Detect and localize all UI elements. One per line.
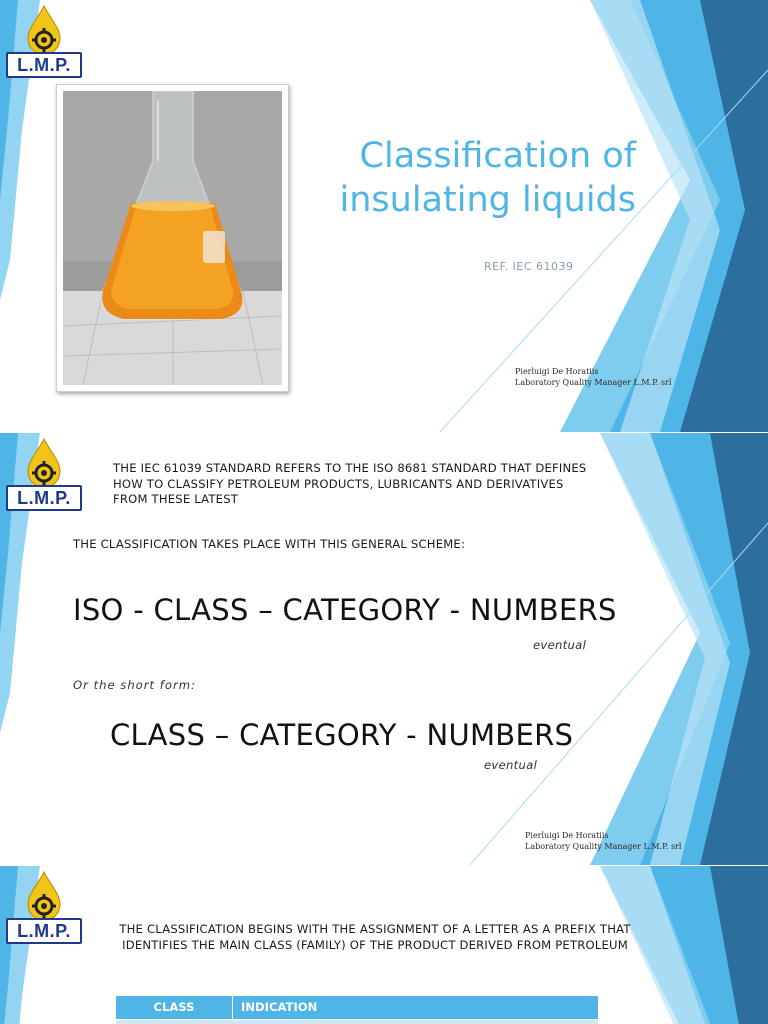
slide-title (296, 134, 636, 222)
author-block (515, 366, 671, 388)
scheme-full: ISO - CLASS – CATEGORY - NUMBERS (73, 593, 617, 627)
reference-text: REF. IEC 61039 (484, 260, 574, 273)
eventual-note-2: eventual (484, 758, 538, 772)
logo-plate (6, 52, 82, 78)
oil-drop-gear-icon (4, 437, 84, 489)
author-name: Pierluigi De Horatiis (515, 367, 599, 376)
logo-text: L.M.P. (17, 488, 71, 508)
logo-plate (6, 918, 82, 944)
title-line-2: insulating liquids (339, 180, 636, 220)
scheme-intro: THE CLASSIFICATION TAKES PLACE WITH THIS GENERAL SCHEME: (73, 537, 466, 551)
scheme-short: CLASS – CATEGORY - NUMBERS (110, 718, 574, 752)
oil-drop-gear-icon (4, 4, 84, 56)
lmp-logo (4, 4, 80, 80)
logo-plate (6, 485, 82, 511)
logo-text: L.M.P. (17, 921, 71, 941)
oil-drop-gear-icon (4, 870, 84, 922)
flask-photo (63, 91, 282, 385)
logo-text: L.M.P. (17, 55, 71, 75)
table-row (116, 1020, 598, 1024)
classification-paragraph: THE CLASSIFICATION BEGINS WITH THE ASSIGNMENT OF A LETTER AS A PREFIX THAT IDENTIFIES THE MAIN CLASS (FAMILY) OF THE PRODUCT DERIVED FROM PETROLEUM (119, 922, 631, 952)
header-class: CLASS (116, 996, 233, 1019)
lmp-logo (4, 437, 80, 513)
header-indication: INDICATION (241, 1000, 318, 1014)
flask-photo-frame (56, 84, 289, 392)
slide-2 (0, 433, 768, 865)
author-role: Laboratory Quality Manager L.M.P. srl (525, 842, 682, 851)
eventual-note-1: eventual (533, 638, 587, 652)
author-name: Pierluigi De Horatiis (525, 831, 609, 840)
slide-3 (0, 866, 768, 1024)
class-table (116, 996, 598, 1024)
intro-paragraph: THE IEC 61039 STANDARD REFERS TO THE ISO 8681 STANDARD THAT DEFINES HOW TO CLASSIFY PETROLEUM PRODUCTS, LUBRICANTS AND DERIVATIVES FROM THESE LATEST (113, 461, 587, 506)
title-line-1: Classification of (359, 136, 636, 176)
table-header (116, 996, 598, 1019)
author-role: Laboratory Quality Manager L.M.P. srl (515, 378, 672, 387)
slide-1 (0, 0, 768, 432)
short-form-label: Or the short form: (73, 678, 196, 692)
author-block (525, 830, 681, 852)
lmp-logo (4, 870, 80, 946)
